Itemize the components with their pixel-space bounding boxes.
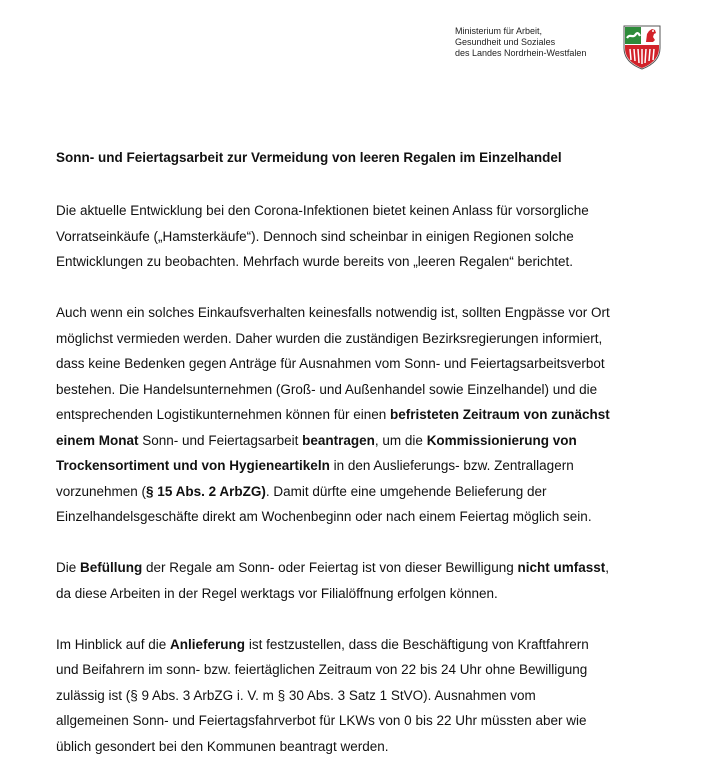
text-run: . Damit dürfte eine umgehende Belieferung der (265, 483, 547, 499)
letterhead-line: des Landes Nordrhein-Westfalen (455, 48, 587, 58)
bold-text: § 15 Abs. 2 ArbZG) (146, 483, 266, 499)
text-line: zulässig ist (§ 9 Abs. 3 ArbZG i. V. m § 30 Abs. 3 Satz 1 StVO). Ausnahmen vom (56, 687, 536, 703)
document-title: Sonn- und Feiertagsarbeit zur Vermeidung von leeren Regalen im Einzelhandel (56, 150, 562, 165)
text-run: ist festzustellen, dass die Beschäftigung von Kraftfahrern (245, 636, 589, 652)
bold-text: befristeten Zeitraum von zunächst (390, 407, 610, 422)
text-run: Sonn- und Feiertagsarbeit (138, 432, 303, 448)
text-line (56, 479, 676, 505)
text-run: Die (56, 560, 81, 575)
text-line: und Beifahrern im sonn- bzw. feiertäglichen Zeitraum von 22 bis 24 Uhr ohne Bewilligung (56, 662, 588, 677)
text-run: entsprechenden Logistikunternehmen können für einen (56, 407, 390, 422)
text-line (56, 632, 676, 658)
bold-text: Trockensortiment und von Hygieneartikeln (56, 458, 330, 473)
text-run: der Regale am Sonn- oder Feiertag ist von dieser Bewilligung (142, 560, 518, 575)
paragraph-intro (56, 198, 676, 275)
text-line: Vorratseinkäufe („Hamsterkäufe“). Dennoch sind scheinbar in einigen Regionen solche (56, 228, 574, 244)
text-line (56, 453, 676, 479)
paragraph-exemption (56, 300, 676, 530)
bold-text: beantragen (302, 432, 375, 448)
text-line (56, 428, 676, 454)
text-line: dass keine Bedenken gegen Anträge für Ausnahmen vom Sonn- und Feiertagsarbeitsverbot (56, 356, 605, 371)
text-line: möglichst vermieden werden. Daher wurden die zuständigen Bezirksregierungen informiert, (56, 330, 603, 346)
text-line: Entwicklungen zu beobachten. Mehrfach wurde bereits von „leeren Regalen“ berichtet. (56, 254, 574, 269)
text-run: in den Auslieferungs- bzw. Zentrallagern (329, 458, 574, 473)
nrw-coat-of-arms-icon (622, 24, 662, 70)
text-line (56, 555, 676, 581)
bold-text: einem Monat (56, 432, 139, 448)
paragraph-shelf-filling (56, 555, 676, 606)
text-run: vorzunehmen ( (56, 483, 147, 499)
text-line: da diese Arbeiten in der Regel werktags vor Filialöffnung erfolgen können. (56, 585, 498, 601)
text-line: allgemeinen Sonn- und Feiertagsfahrverbot für LKWs von 0 bis 22 Uhr müssten aber wie (56, 713, 587, 728)
text-line: Auch wenn ein solches Einkaufsverhalten keinesfalls notwendig ist, sollten Engpässe vor Ort (56, 305, 610, 320)
bold-text: nicht umfasst (517, 560, 606, 575)
text-line: Die aktuelle Entwicklung bei den Corona-Infektionen bietet keinen Anlass für vorsorgliche (56, 203, 589, 218)
text-run: , (605, 560, 609, 575)
text-line: üblich gesondert bei den Kommunen beantragt werden. (56, 738, 389, 754)
paragraph-delivery (56, 632, 676, 760)
ministry-letterhead (455, 26, 615, 59)
text-run: Im Hinblick auf die (56, 636, 171, 652)
letterhead-line: Gesundheit und Soziales (455, 37, 556, 47)
bold-text: Kommissionierung von (426, 432, 577, 448)
bold-text: Befüllung (80, 560, 143, 575)
text-line: Einzelhandelsgeschäfte direkt am Wochenbeginn oder nach einem Feiertag möglich sein. (56, 509, 592, 524)
text-line: bestehen. Die Handelsunternehmen (Groß- und Außenhandel sowie Einzelhandel) und die (56, 381, 598, 397)
document-body (56, 198, 676, 759)
bold-text: Anlieferung (170, 636, 246, 652)
text-run: , um die (374, 432, 427, 448)
letterhead-line: Ministerium für Arbeit, (455, 26, 543, 36)
text-line (56, 402, 676, 428)
